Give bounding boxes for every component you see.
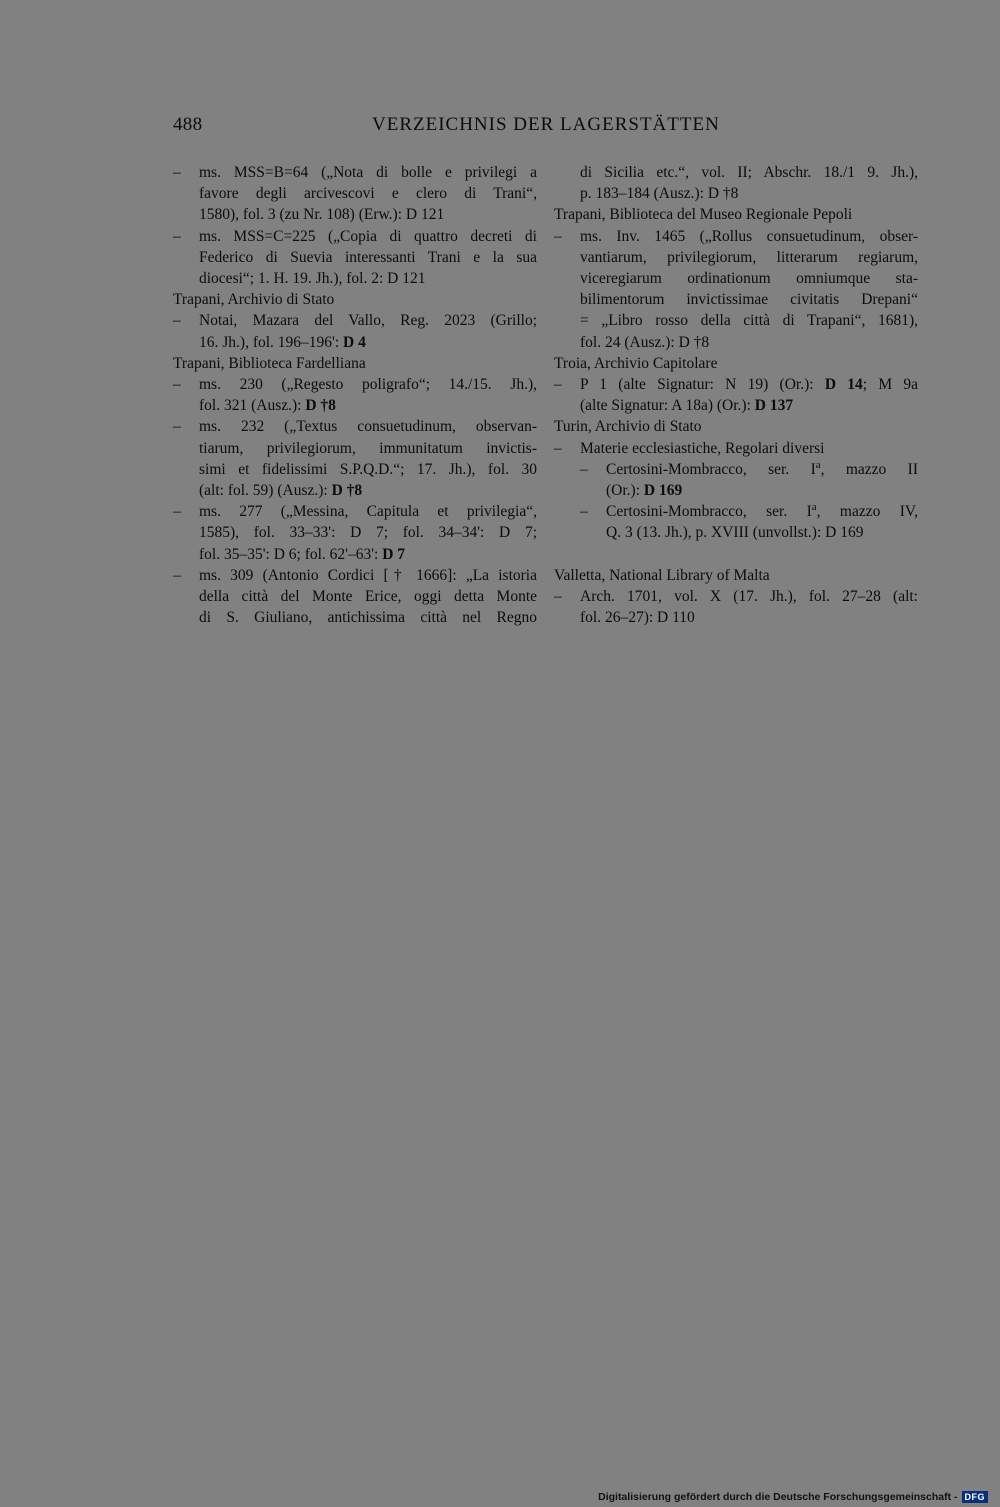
text-span: 1580), fol. 3 (zu Nr. 108) (Erw.): D 121 [199, 206, 445, 224]
text-line [554, 268, 918, 289]
list-dash: – [554, 227, 562, 245]
text-line [554, 289, 918, 310]
text-span: = „Libro rosso della città di Trapani“, 1681), [580, 312, 918, 330]
bold-reference: D 169 [643, 482, 683, 500]
left-column [173, 162, 537, 628]
text-line [173, 247, 537, 268]
bold-reference: D 7 [382, 545, 406, 563]
text-span: Q. 3 (13. Jh.), p. XVIII (unvollst.): D 169 [606, 524, 864, 542]
text-span: fol. 35–35': D 6; fol. 62'–63': [199, 545, 383, 563]
text-line [554, 544, 918, 565]
text-span: Federico di Suevia interessanti Trani e la sua [199, 248, 537, 266]
text-line [554, 183, 918, 204]
text-span: viceregiarum ordinationum omniumque sta- [580, 270, 918, 288]
text-line [554, 586, 918, 607]
list-dash: – [173, 566, 181, 584]
text-line [173, 565, 537, 586]
superscript: a [815, 458, 821, 471]
text-line [554, 522, 918, 543]
text-line [554, 332, 918, 353]
text-line [173, 289, 537, 310]
list-dash: – [554, 587, 562, 605]
text-span: di S. Giuliano, antichissima città nel Regno [199, 609, 537, 627]
list-dash: – [580, 503, 588, 521]
text-span: ms. 230 („Regesto poligrafo“; 14./15. Jh.), [199, 376, 537, 394]
text-span: fol. 321 (Ausz.): [199, 397, 306, 415]
text-span: 16. Jh.), fol. 196–196': [199, 333, 344, 351]
text-line [554, 374, 918, 395]
text-span: Certosini-Mombracco, ser. I [606, 460, 816, 478]
superscript: a [811, 501, 817, 514]
text-line [554, 501, 918, 522]
text-span: ms. MSS=C=225 („Copia di quattro decreti di [199, 227, 537, 245]
text-span: (alt: fol. 59) (Ausz.): [199, 482, 332, 500]
list-dash: – [580, 460, 588, 478]
bold-reference: D 4 [343, 333, 366, 351]
text-line [173, 374, 537, 395]
text-line [173, 183, 537, 204]
text-line [173, 459, 537, 480]
text-span: ms. 232 („Textus consuetudinum, observan- [199, 418, 537, 436]
text-line [554, 416, 918, 437]
text-line [554, 226, 918, 247]
text-span: Notai, Mazara del Vallo, Reg. 2023 (Grillo; [199, 312, 537, 330]
text-span: Turin, Archivio di Stato [554, 418, 702, 436]
text-span: ms. 309 (Antonio Cordici [† 1666]: „La istoria [199, 566, 537, 584]
text-line [554, 438, 918, 459]
text-line [173, 332, 537, 353]
text-span: ms. 277 („Messina, Capitula et privilegia“, [199, 503, 537, 521]
text-span: Materie ecclesiastiche, Regolari diversi [580, 439, 825, 457]
text-span: vantiarum, privilegiorum, litterarum regiarum, [580, 248, 918, 266]
text-line [554, 395, 918, 416]
text-line [173, 226, 537, 247]
text-span: Valletta, National Library of Malta [554, 566, 770, 584]
text-line [554, 459, 918, 480]
text-line [554, 353, 918, 374]
right-column [554, 162, 918, 628]
text-span: ; M 9a [862, 376, 918, 394]
text-line [173, 310, 537, 331]
text-line [173, 416, 537, 437]
text-span: Trapani, Biblioteca del Museo Regionale Pepoli [554, 206, 853, 224]
text-line [554, 204, 918, 225]
bold-reference: D †8 [331, 482, 363, 500]
text-span: P 1 (alte Signatur: N 19) (Or.): [580, 376, 825, 394]
bold-reference: D 137 [754, 397, 794, 415]
text-line [554, 607, 918, 628]
text-span: , mazzo II [820, 460, 918, 478]
dfg-logo: DFG [962, 1491, 989, 1503]
list-dash: – [554, 376, 562, 394]
text-line [554, 247, 918, 268]
page-number: 488 [173, 114, 203, 135]
text-span: simi et fidelissimi S.P.Q.D.“; 17. Jh.), fol. 30 [199, 460, 537, 478]
text-line [173, 268, 537, 289]
text-line [173, 353, 537, 374]
text-span: fol. 26–27): D 110 [580, 609, 695, 627]
text-line [173, 501, 537, 522]
text-line [554, 310, 918, 331]
list-dash: – [173, 503, 181, 521]
text-line [554, 565, 918, 586]
list-dash: – [173, 376, 181, 394]
list-dash: – [554, 439, 562, 457]
list-dash: – [173, 312, 181, 330]
text-span: ms. MSS=B=64 („Nota di bolle e privilegi a [199, 164, 537, 181]
text-span: Trapani, Biblioteca Fardelliana [173, 354, 366, 372]
text-span: , mazzo IV, [816, 503, 918, 521]
bold-reference: D †8 [305, 397, 336, 415]
text-line [173, 438, 537, 459]
text-span: 1585), fol. 33–33': D 7; fol. 34–34': D 7; [199, 524, 537, 542]
text-span: Arch. 1701, vol. X (17. Jh.), fol. 27–28 (alt: [580, 587, 918, 605]
text-line [173, 395, 537, 416]
text-span: (alte Signatur: A 18a) (Or.): [580, 397, 755, 415]
bold-reference: D 14 [824, 376, 863, 394]
list-dash: – [173, 164, 181, 181]
text-line [173, 522, 537, 543]
running-title: VERZEICHNIS DER LAGERSTÄTTEN [372, 114, 720, 135]
text-line [173, 544, 537, 565]
text-span: favore degli arcivescovi e clero di Trani“, [199, 185, 537, 203]
footer-text: Digitalisierung gefördert durch die Deutsche Forschungsgemeinschaft - [598, 1491, 958, 1503]
text-line [173, 162, 537, 183]
text-line [173, 586, 537, 607]
list-dash: – [173, 227, 181, 245]
list-dash: – [173, 418, 181, 436]
text-span: Trapani, Archivio di Stato [173, 291, 335, 309]
text-span: tiarum, privilegiorum, immunitatum invictis- [199, 439, 537, 457]
text-line [554, 480, 918, 501]
text-span: fol. 24 (Ausz.): D †8 [580, 333, 710, 351]
text-span: p. 183–184 (Ausz.): D †8 [580, 185, 739, 203]
text-span: (Or.): [606, 482, 644, 500]
text-span: ms. Inv. 1465 („Rollus consuetudinum, obser- [580, 227, 918, 245]
text-line [173, 204, 537, 225]
text-line [173, 480, 537, 501]
text-span: Certosini-Mombracco, ser. I [606, 503, 812, 521]
text-span: bilimentorum invictissimae civitatis Drepani“ [580, 291, 918, 309]
text-span: di Sicilia etc.“, vol. II; Abschr. 18./1 9. Jh.), [580, 164, 918, 181]
text-line [173, 607, 537, 628]
footer [598, 1491, 988, 1503]
text-line [554, 162, 918, 183]
text-span: diocesi“; 1. H. 19. Jh.), fol. 2: D 121 [199, 270, 426, 288]
text-span: Troia, Archivio Capitolare [554, 354, 718, 372]
text-span: della città del Monte Erice, oggi detta Monte [199, 588, 537, 606]
